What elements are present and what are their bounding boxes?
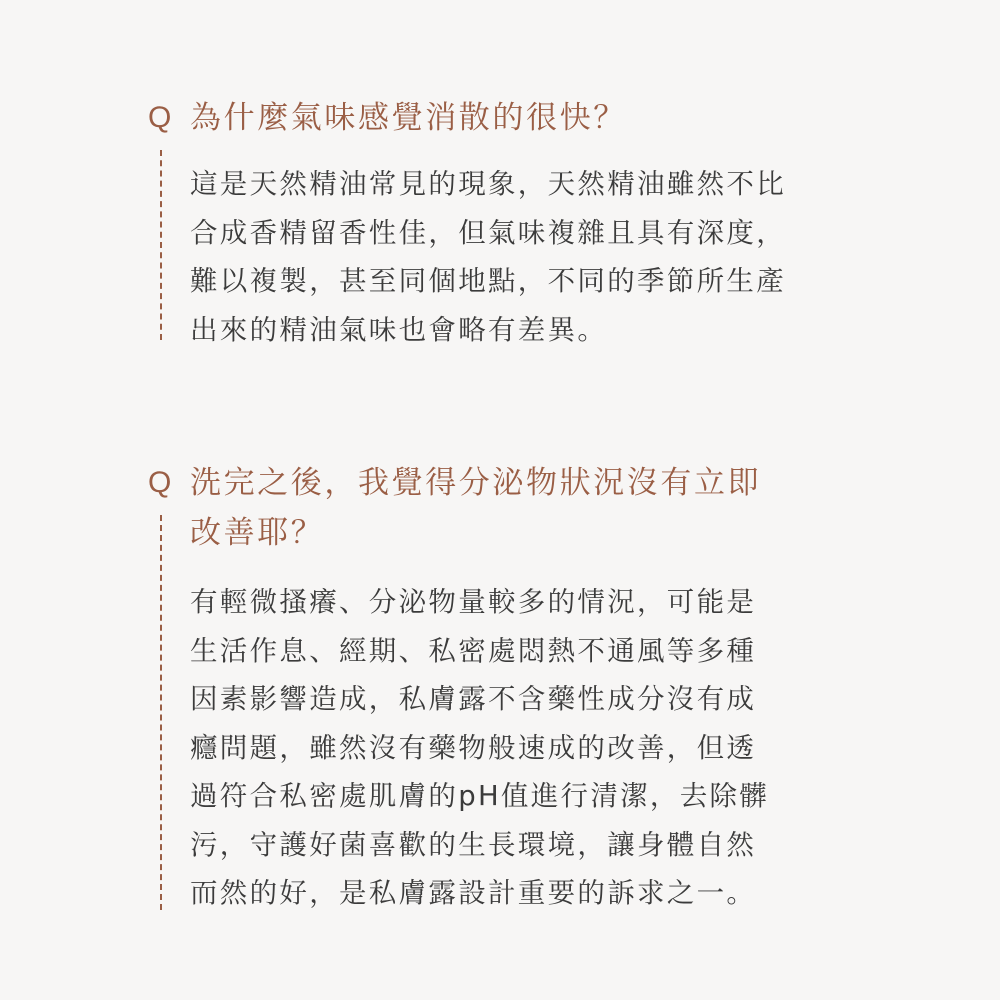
answer-line: 出來的精油氣味也會略有差異。 xyxy=(190,313,608,346)
faq-2-question-line: 改善耶？ xyxy=(190,515,325,551)
answer-line: 而然的好，是私膚露設計重要的訴求之一。 xyxy=(190,877,757,909)
answer-line: 難以複製，甚至同個地點，不同的季節所生產 xyxy=(190,265,786,297)
faq-1-question xyxy=(148,93,627,143)
answer-line: 癮問題，雖然沒有藥物般速成的改善，但透 xyxy=(190,731,757,764)
faq-2-answer xyxy=(190,578,769,918)
faq-1-answer xyxy=(190,160,786,354)
answer-line: 污，守護好菌喜歡的生長環境，讓身體自然 xyxy=(190,828,757,861)
answer-line: 這是天然精油常見的現象，天然精油雖然不比 xyxy=(190,168,786,200)
answer-line: 生活作息、經期、私密處悶熱不通風等多種 xyxy=(190,634,757,667)
answer-line: 過符合私密處肌膚的pH值進行清潔，去除髒 xyxy=(190,780,770,812)
answer-line: 合成香精留香性佳，但氣味複雜且具有深度， xyxy=(190,216,786,249)
answer-line: 因素影響造成，私膚露不含藥性成分沒有成 xyxy=(190,683,757,715)
faq-2-dashed-line xyxy=(160,515,162,910)
faq-2-question-line: 洗完之後，我覺得分泌物狀況沒有立即 xyxy=(190,465,762,501)
question-mark-label: Q xyxy=(148,101,172,134)
answer-line: 有輕微搔癢、分泌物量較多的情況，可能是 xyxy=(190,586,757,618)
faq-2-question xyxy=(148,458,761,558)
question-mark-label: Q xyxy=(148,466,172,499)
faq-1-dashed-line xyxy=(160,150,162,340)
faq-1-question-text: 為什麼氣味感覺消散的很快？ xyxy=(190,100,627,136)
